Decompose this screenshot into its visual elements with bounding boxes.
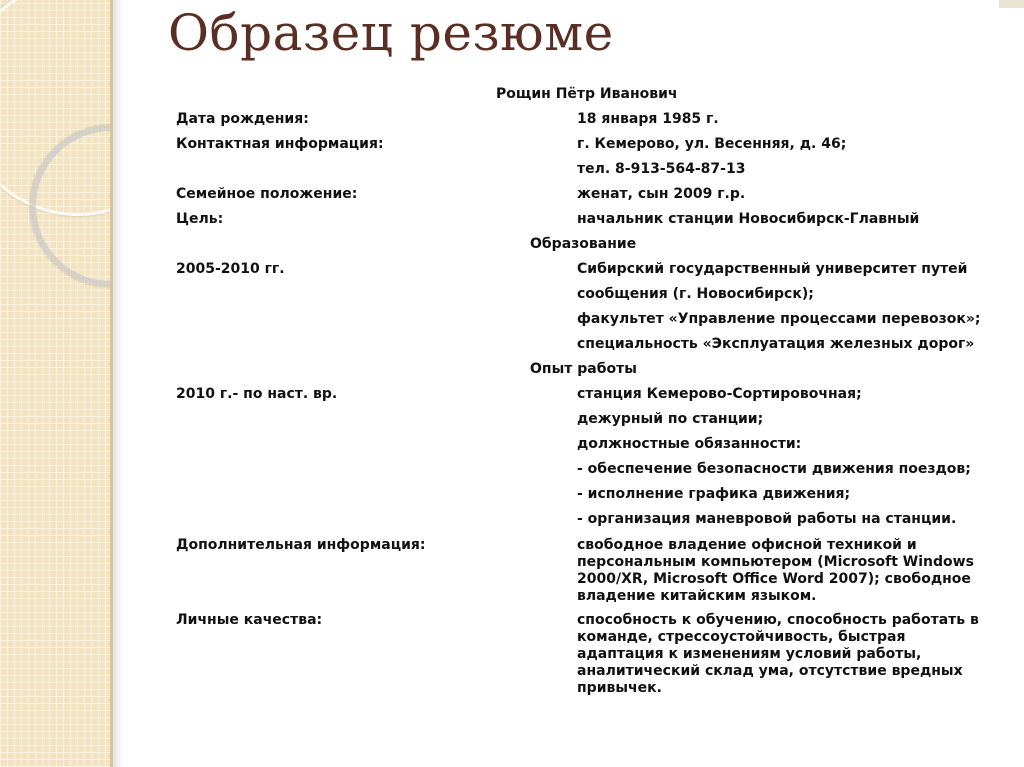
decorative-side-strip bbox=[0, 0, 110, 767]
row-value: факультет «Управление процессами перевозок»; bbox=[577, 311, 981, 327]
row-value: - исполнение графика движения; bbox=[577, 486, 851, 502]
row-label: Семейное положение: bbox=[176, 186, 358, 202]
row-label: Дата рождения: bbox=[176, 111, 309, 127]
work-heading: Опыт работы bbox=[530, 361, 637, 377]
strip-shadow bbox=[113, 0, 123, 767]
row-value: женат, сын 2009 г.р. bbox=[577, 186, 746, 202]
row-value: специальность «Эксплуатация железных дорог» bbox=[577, 336, 975, 352]
row-value: сообщения (г. Новосибирск); bbox=[577, 286, 814, 302]
row-label: 2005-2010 гг. bbox=[176, 261, 285, 277]
row-label: Цель: bbox=[176, 211, 224, 227]
row-value: г. Кемерово, ул. Весенняя, д. 46; bbox=[577, 136, 847, 152]
row-label: Контактная информация: bbox=[176, 136, 384, 152]
row-value: 18 января 1985 г. bbox=[577, 111, 719, 127]
additional-info-value: свободное владение офисной техникой и персональным компьютером (Microsoft Windows 2000/XR, Microsoft Office Word 2007); свободное владение китайским языком. bbox=[577, 537, 974, 604]
full-name: Рощин Пётр Иванович bbox=[496, 86, 678, 102]
education-heading: Образование bbox=[530, 236, 637, 252]
row-value: начальник станции Новосибирск-Главный bbox=[577, 211, 920, 227]
row-label: 2010 г.- по наст. вр. bbox=[176, 386, 338, 402]
page-title: Образец резюме bbox=[168, 4, 614, 62]
row-value: дежурный по станции; bbox=[577, 411, 764, 427]
row-value: станция Кемерово-Сортировочная; bbox=[577, 386, 862, 402]
row-value: - организация маневровой работы на станции. bbox=[577, 511, 957, 527]
row-value: тел. 8-913-564-87-13 bbox=[577, 161, 746, 177]
additional-info-label: Дополнительная информация: bbox=[176, 537, 426, 553]
personal-qualities-value: способность к обучению, способность работать в команде, стрессоустойчивость, быстрая адаптация к изменениям условий работы, аналитический склад ума, отсутствие вредных привычек. bbox=[577, 612, 979, 696]
row-value: - обеспечение безопасности движения поездов; bbox=[577, 461, 971, 477]
corner-decoration bbox=[999, 0, 1024, 8]
row-value: Сибирский государственный университет путей bbox=[577, 261, 968, 277]
personal-qualities-label: Личные качества: bbox=[176, 612, 323, 628]
row-value: должностные обязанности: bbox=[577, 436, 802, 452]
